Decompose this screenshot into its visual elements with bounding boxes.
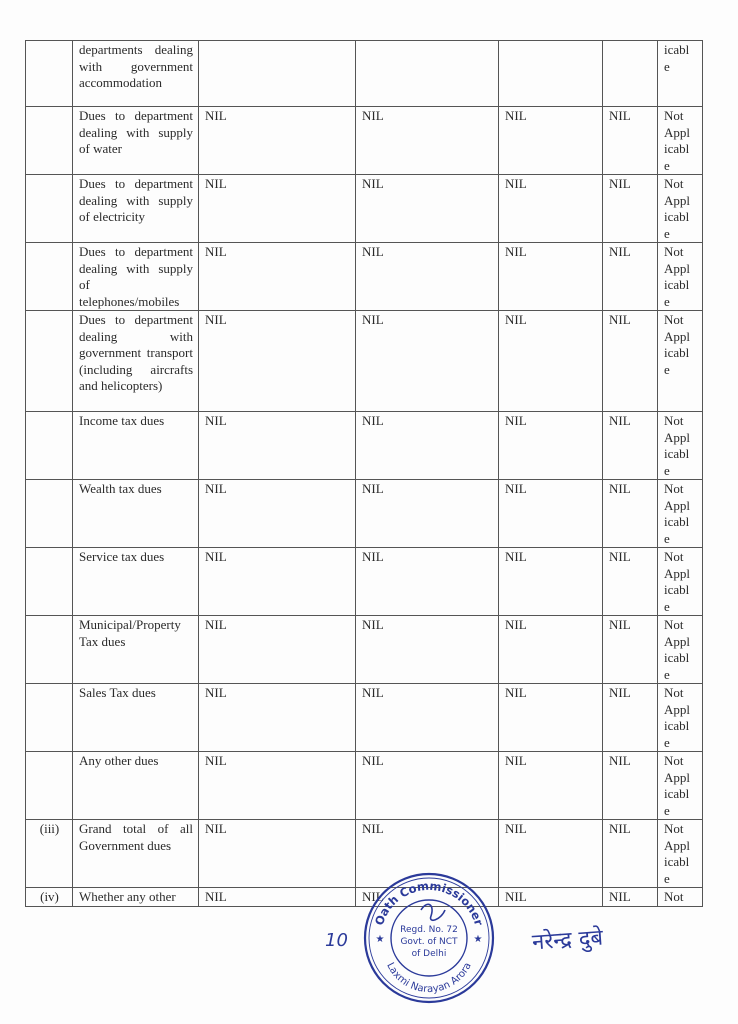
dues-table — [25, 40, 703, 907]
row-remark-text: Not Appl icabl e — [664, 617, 690, 682]
row-value-4 — [603, 684, 658, 752]
signature: नरेन्द्र दुबे — [531, 925, 604, 956]
row-value-1 — [199, 616, 356, 684]
row-value-4 — [603, 107, 658, 175]
row-value-1 — [199, 243, 356, 311]
row-value-4-text: NIL — [609, 617, 631, 632]
row-value-3 — [499, 107, 603, 175]
row-remark — [658, 412, 703, 480]
row-value-1-text: NIL — [205, 312, 227, 327]
row-value-3-text: NIL — [505, 617, 527, 632]
row-value-3 — [499, 41, 603, 107]
row-value-2 — [356, 107, 499, 175]
row-remark — [658, 107, 703, 175]
row-description-text: Grand total of all Government dues — [79, 821, 193, 853]
row-value-4-text: NIL — [609, 821, 631, 836]
row-value-4 — [603, 752, 658, 820]
row-serial — [26, 41, 73, 107]
row-description — [73, 175, 199, 243]
row-value-4-text: NIL — [609, 685, 631, 700]
row-remark-text: Not Appl icabl e — [664, 312, 690, 377]
row-remark — [658, 480, 703, 548]
row-value-2-text: NIL — [362, 481, 384, 496]
row-serial — [26, 752, 73, 820]
stamp-initials-scribble — [421, 904, 445, 920]
row-value-3-text: NIL — [505, 821, 527, 836]
row-value-2 — [356, 684, 499, 752]
row-value-3 — [499, 820, 603, 888]
row-value-2-text: NIL — [362, 244, 384, 259]
row-value-3-text: NIL — [505, 244, 527, 259]
row-value-3 — [499, 888, 603, 907]
row-value-3 — [499, 684, 603, 752]
stamp-reg-no: Regd. No. 72 — [400, 925, 458, 935]
row-description-text: Service tax dues — [79, 549, 165, 564]
table-row — [26, 175, 703, 243]
row-value-1 — [199, 480, 356, 548]
row-description — [73, 752, 199, 820]
row-remark — [658, 820, 703, 888]
row-remark-text: Not Appl icabl e — [664, 176, 690, 241]
table-row — [26, 752, 703, 820]
row-remark-text: Not Appl icabl e — [664, 821, 690, 886]
row-value-4-text: NIL — [609, 108, 631, 123]
row-description — [73, 243, 199, 311]
row-value-1 — [199, 412, 356, 480]
row-value-4 — [603, 175, 658, 243]
stamp-govt: Govt. of NCT — [400, 937, 458, 947]
table-row — [26, 243, 703, 311]
row-remark-text: icabl e — [664, 42, 690, 74]
row-value-3-text: NIL — [505, 108, 527, 123]
row-description — [73, 480, 199, 548]
row-value-4 — [603, 480, 658, 548]
row-value-4-text: NIL — [609, 312, 631, 327]
row-value-3-text: NIL — [505, 889, 527, 904]
row-description — [73, 311, 199, 412]
row-value-2-text: NIL — [362, 413, 384, 428]
row-value-2-text: NIL — [362, 108, 384, 123]
row-value-4 — [603, 311, 658, 412]
row-value-1 — [199, 175, 356, 243]
row-value-2 — [356, 548, 499, 616]
row-description — [73, 412, 199, 480]
row-value-1-text: NIL — [205, 821, 227, 836]
row-description-text: Sales Tax dues — [79, 685, 156, 700]
row-value-1 — [199, 548, 356, 616]
row-value-3 — [499, 311, 603, 412]
row-serial — [26, 684, 73, 752]
row-value-3-text: NIL — [505, 413, 527, 428]
stamp-place: of Delhi — [411, 949, 447, 959]
row-value-2-text: NIL — [362, 821, 384, 836]
row-value-1 — [199, 107, 356, 175]
row-remark-text: Not Appl icabl e — [664, 413, 690, 478]
row-remark-text: Not Appl icabl e — [664, 244, 690, 309]
row-value-1 — [199, 684, 356, 752]
table-row — [26, 311, 703, 412]
table-row — [26, 107, 703, 175]
row-value-3 — [499, 243, 603, 311]
row-value-4 — [603, 820, 658, 888]
row-description-text: Whether any other — [79, 889, 176, 904]
row-value-3-text: NIL — [505, 753, 527, 768]
row-value-4 — [603, 41, 658, 107]
row-value-3 — [499, 480, 603, 548]
row-value-1 — [199, 41, 356, 107]
row-value-3 — [499, 412, 603, 480]
stamp-text — [372, 879, 486, 995]
row-serial-text: (iv) — [40, 889, 59, 904]
row-value-1-text: NIL — [205, 617, 227, 632]
row-serial — [26, 888, 73, 907]
row-remark-text: Not Appl icabl e — [664, 108, 690, 173]
row-value-2-text: NIL — [362, 889, 384, 904]
row-description-text: departments dealing with government accommodation — [79, 42, 193, 90]
row-value-2-text: NIL — [362, 685, 384, 700]
row-value-2-text: NIL — [362, 312, 384, 327]
row-remark-text: Not Appl icabl e — [664, 685, 690, 750]
stamp-title: Oath Commissioner — [371, 878, 487, 928]
table-row — [26, 616, 703, 684]
row-value-1-text: NIL — [205, 889, 227, 904]
row-value-3 — [499, 616, 603, 684]
stamp-name: Laxmi Narayan Arora — [384, 960, 474, 996]
row-value-1-text: NIL — [205, 549, 227, 564]
row-value-4-text: NIL — [609, 549, 631, 564]
row-serial — [26, 311, 73, 412]
table-row — [26, 548, 703, 616]
row-serial — [26, 107, 73, 175]
row-remark-text: Not Appl icabl e — [664, 753, 690, 818]
row-value-1-text: NIL — [205, 753, 227, 768]
row-value-1 — [199, 752, 356, 820]
row-description-text: Dues to department dealing with supply of telephones/mobiles — [79, 244, 193, 309]
row-description — [73, 41, 199, 107]
row-description — [73, 107, 199, 175]
row-value-2-text: NIL — [362, 617, 384, 632]
row-value-2 — [356, 311, 499, 412]
row-remark — [658, 243, 703, 311]
row-serial — [26, 480, 73, 548]
stamp-star-left-icon: ★ — [375, 934, 385, 945]
row-value-2 — [356, 752, 499, 820]
row-remark — [658, 616, 703, 684]
table-row — [26, 684, 703, 752]
row-description-text: Dues to department dealing with government transport (including aircrafts and helicopters) — [79, 312, 193, 393]
row-value-3 — [499, 175, 603, 243]
table-row — [26, 41, 703, 107]
row-value-1-text: NIL — [205, 685, 227, 700]
row-value-4-text: NIL — [609, 481, 631, 496]
row-value-4-text: NIL — [609, 413, 631, 428]
row-value-4-text: NIL — [609, 889, 631, 904]
row-value-3 — [499, 752, 603, 820]
row-value-2 — [356, 412, 499, 480]
row-value-1-text: NIL — [205, 176, 227, 191]
oath-commissioner-stamp — [361, 870, 497, 1006]
row-value-3 — [499, 548, 603, 616]
row-description-text: Any other dues — [79, 753, 159, 768]
row-value-1 — [199, 311, 356, 412]
row-value-3-text: NIL — [505, 481, 527, 496]
row-value-2 — [356, 41, 499, 107]
row-remark-text: Not — [664, 889, 684, 904]
row-value-3-text: NIL — [505, 685, 527, 700]
row-value-1-text: NIL — [205, 413, 227, 428]
row-value-4 — [603, 548, 658, 616]
row-value-4-text: NIL — [609, 753, 631, 768]
row-serial — [26, 243, 73, 311]
row-value-1-text: NIL — [205, 481, 227, 496]
row-serial — [26, 175, 73, 243]
row-description-text: Dues to department dealing with supply of water — [79, 108, 193, 156]
row-value-4 — [603, 616, 658, 684]
row-remark — [658, 41, 703, 107]
row-serial-text: (iii) — [39, 821, 60, 836]
row-value-1 — [199, 820, 356, 888]
row-value-1-text: NIL — [205, 108, 227, 123]
row-remark-text: Not Appl icabl e — [664, 481, 690, 546]
row-remark — [658, 175, 703, 243]
row-serial — [26, 820, 73, 888]
row-value-4 — [603, 412, 658, 480]
row-serial — [26, 412, 73, 480]
row-value-4 — [603, 888, 658, 907]
row-description — [73, 616, 199, 684]
row-value-3-text: NIL — [505, 312, 527, 327]
row-remark-text: Not Appl icabl e — [664, 549, 690, 614]
row-description-text: Dues to department dealing with supply of electricity — [79, 176, 193, 224]
table-row — [26, 412, 703, 480]
row-value-4 — [603, 243, 658, 311]
row-description-text: Income tax dues — [79, 413, 165, 428]
row-value-1-text: NIL — [205, 244, 227, 259]
row-value-4-text: NIL — [609, 244, 631, 259]
row-value-1 — [199, 888, 356, 907]
row-description — [73, 820, 199, 888]
row-description — [73, 548, 199, 616]
row-remark — [658, 311, 703, 412]
row-value-2 — [356, 243, 499, 311]
row-serial — [26, 616, 73, 684]
row-value-3-text: NIL — [505, 549, 527, 564]
stamp-star-right-icon: ★ — [473, 934, 483, 945]
row-value-2 — [356, 480, 499, 548]
svg-text:Laxmi Narayan Arora — [384, 961, 474, 995]
row-description — [73, 684, 199, 752]
row-remark — [658, 548, 703, 616]
row-description-text: Wealth tax dues — [79, 481, 162, 496]
row-description — [73, 888, 199, 907]
row-value-2-text: NIL — [362, 176, 384, 191]
row-description-text: Municipal/Property Tax dues — [79, 617, 181, 649]
row-remark — [658, 684, 703, 752]
row-value-2-text: NIL — [362, 549, 384, 564]
table-row — [26, 480, 703, 548]
row-remark — [658, 752, 703, 820]
row-value-3-text: NIL — [505, 176, 527, 191]
handwritten-page-number: 10 — [325, 930, 348, 951]
row-value-2 — [356, 175, 499, 243]
svg-text:Oath Commissioner — [372, 879, 486, 928]
dues-table-body — [26, 41, 703, 907]
row-serial — [26, 548, 73, 616]
row-value-2-text: NIL — [362, 753, 384, 768]
row-value-4-text: NIL — [609, 176, 631, 191]
row-value-2 — [356, 616, 499, 684]
row-remark — [658, 888, 703, 907]
